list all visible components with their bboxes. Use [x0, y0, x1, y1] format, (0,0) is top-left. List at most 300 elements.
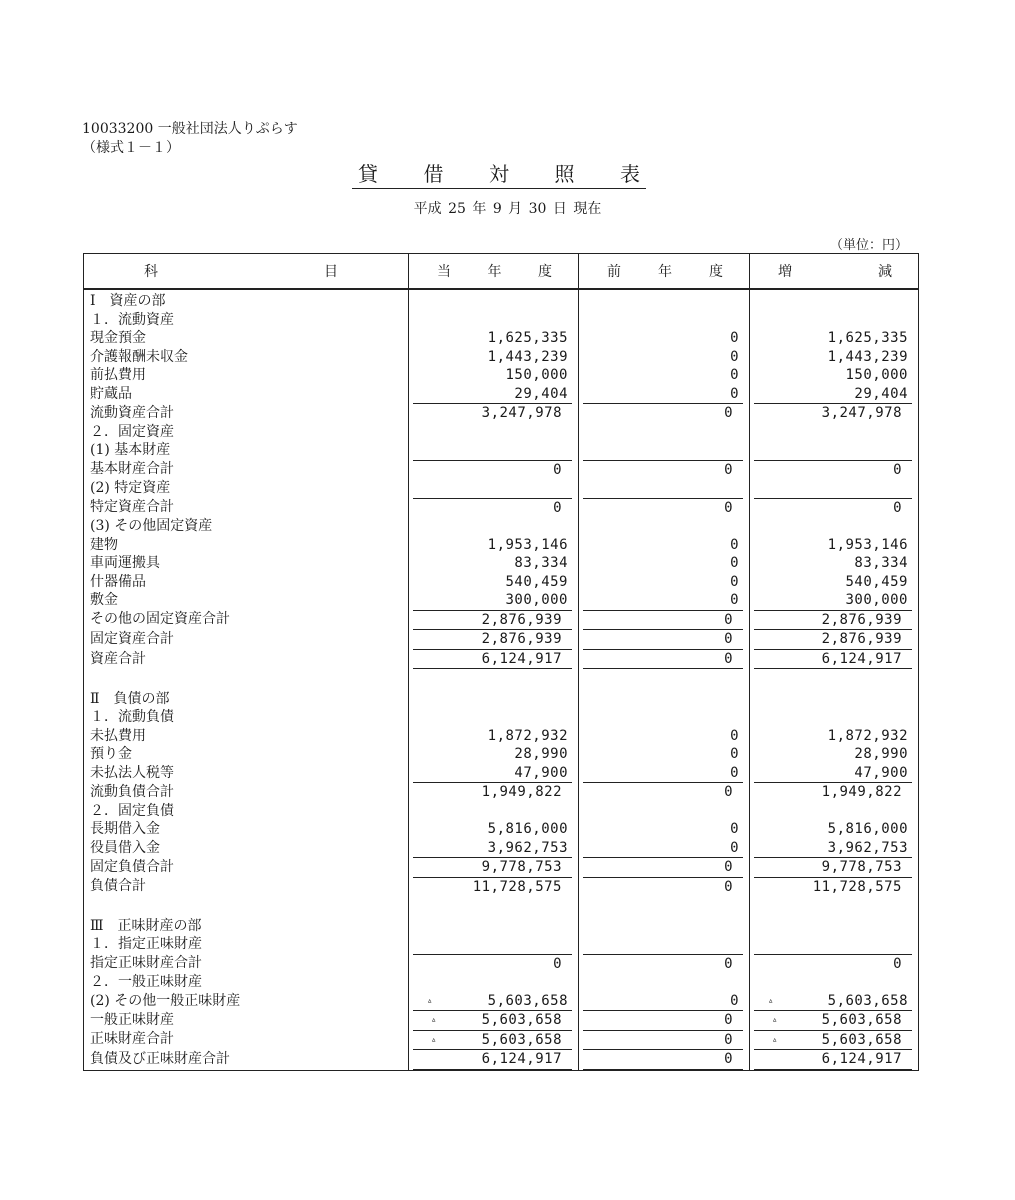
- table-row: [84, 839, 919, 858]
- current-year-value: 1,443,239: [487, 348, 568, 365]
- current-year-value-cell: [409, 441, 579, 460]
- current-year-value-cell: [409, 954, 579, 974]
- previous-year-value: 0: [724, 650, 733, 667]
- change-value-cell: [750, 915, 919, 936]
- table-row: [84, 366, 919, 385]
- previous-year-value: 0: [730, 727, 739, 744]
- current-year-value-cell: [409, 1030, 579, 1050]
- negative-triangle-mark: ▵: [431, 1034, 437, 1045]
- change-value-cell: [750, 896, 919, 915]
- negative-triangle-mark: ▵: [772, 1015, 778, 1025]
- table-row: [84, 915, 919, 936]
- header-char: 年: [658, 264, 672, 280]
- change-value-cell: [750, 820, 919, 839]
- header-char: 増: [778, 264, 792, 280]
- row-label: [84, 669, 409, 688]
- change-value: 0: [893, 461, 902, 478]
- previous-year-value: 0: [724, 1051, 733, 1067]
- previous-year-value-cell: [579, 554, 750, 573]
- change-value-cell: [750, 727, 919, 746]
- column-header-previous-year: [579, 254, 750, 290]
- table-row: [84, 517, 919, 536]
- current-year-value-cell: [409, 517, 579, 536]
- row-label: 一般正味財産: [84, 1010, 409, 1030]
- current-year-value-cell: [409, 820, 579, 839]
- change-value-cell: [750, 573, 919, 592]
- table-row: [84, 992, 919, 1011]
- previous-year-value-cell: [579, 649, 750, 670]
- previous-year-value: 0: [724, 461, 733, 478]
- previous-year-value-cell: [579, 573, 750, 592]
- change-value-cell: [750, 708, 919, 727]
- row-label: Ⅰ 資産の部: [84, 289, 409, 311]
- current-year-value-cell: [409, 610, 579, 630]
- table-row: [84, 708, 919, 727]
- change-value: 47,900: [854, 764, 908, 781]
- current-year-value-cell: [409, 764, 579, 783]
- change-value-cell: [750, 745, 919, 764]
- change-value-cell: [750, 802, 919, 821]
- row-label: 預り金: [84, 745, 409, 764]
- title-char: 借: [423, 162, 444, 186]
- current-year-value: 150,000: [505, 367, 568, 383]
- title-char: 貸: [358, 162, 378, 186]
- change-value: 1,625,335: [827, 330, 908, 346]
- current-year-value-cell: [409, 745, 579, 764]
- current-year-value: 1,872,932: [487, 727, 568, 744]
- change-value-cell: [750, 649, 919, 670]
- previous-year-value-cell: [579, 460, 750, 480]
- organization-line: 10033200 一般社団法人りぷらす: [82, 121, 298, 137]
- previous-year-value-cell: [579, 973, 750, 992]
- change-value-cell: [750, 992, 919, 1011]
- row-label: 介護報酬未収金: [84, 348, 409, 367]
- header-char: 当: [437, 264, 451, 280]
- change-value: 1,949,822: [821, 784, 902, 800]
- change-value-cell: [750, 348, 919, 367]
- table-row: [84, 935, 919, 954]
- previous-year-value-cell: [579, 441, 750, 460]
- row-label: 固定負債合計: [84, 857, 409, 877]
- header-char: 科: [144, 264, 158, 280]
- column-header-current-year: [409, 254, 579, 290]
- table-row: [84, 403, 919, 423]
- change-value-cell: [750, 403, 919, 423]
- current-year-value-cell: [409, 423, 579, 442]
- row-label: 敷金: [84, 591, 409, 610]
- previous-year-value-cell: [579, 688, 750, 709]
- change-value-cell: [750, 441, 919, 460]
- change-value: 0: [893, 955, 902, 972]
- title-char: 対: [489, 162, 509, 186]
- previous-year-value: 0: [724, 499, 733, 516]
- previous-year-value-cell: [579, 479, 750, 498]
- previous-year-value-cell: [579, 877, 750, 897]
- previous-year-value-cell: [579, 764, 750, 783]
- change-value-cell: [750, 1030, 919, 1050]
- row-label: 現金預金: [84, 329, 409, 348]
- previous-year-value: 0: [730, 746, 739, 762]
- previous-year-value-cell: [579, 591, 750, 610]
- table-row: [84, 764, 919, 783]
- current-year-value-cell: [409, 992, 579, 1011]
- change-value-cell: [750, 329, 919, 348]
- row-label: 基本財産合計: [84, 460, 409, 480]
- change-value-cell: [750, 669, 919, 688]
- table-row: [84, 727, 919, 746]
- current-year-value: 47,900: [514, 764, 568, 781]
- change-value-cell: [750, 1049, 919, 1070]
- spacer-row: [84, 896, 919, 915]
- previous-year-value: 0: [730, 348, 739, 365]
- current-year-value: 11,728,575: [472, 878, 562, 895]
- table-row: [84, 857, 919, 877]
- change-value-cell: [750, 839, 919, 858]
- current-year-value-cell: [409, 1049, 579, 1070]
- spacer-row: [84, 669, 919, 688]
- row-label: 固定資産合計: [84, 629, 409, 649]
- change-value: 6,124,917: [821, 650, 902, 667]
- change-value: 5,816,000: [827, 821, 908, 837]
- current-year-value-cell: [409, 460, 579, 480]
- current-year-value-cell: [409, 573, 579, 592]
- change-value-cell: [750, 366, 919, 385]
- negative-triangle-mark: ▵: [431, 1015, 437, 1025]
- table-row: [84, 348, 919, 367]
- current-year-value-cell: [409, 479, 579, 498]
- current-year-value-cell: [409, 498, 579, 518]
- current-year-value: 28,990: [514, 746, 568, 762]
- previous-year-value-cell: [579, 329, 750, 348]
- previous-year-value-cell: [579, 708, 750, 727]
- row-label: 流動負債合計: [84, 782, 409, 802]
- current-year-value: 2,876,939: [481, 611, 562, 628]
- change-value-cell: [750, 311, 919, 330]
- row-label: [84, 896, 409, 915]
- previous-year-value-cell: [579, 610, 750, 630]
- current-year-value-cell: [409, 554, 579, 573]
- previous-year-value: 0: [724, 611, 733, 628]
- unit-note: （単位：円）: [829, 238, 908, 253]
- current-year-value: 0: [553, 461, 562, 478]
- row-label: 役員借入金: [84, 839, 409, 858]
- change-value: 3,962,753: [827, 839, 908, 856]
- row-label: 車両運搬具: [84, 554, 409, 573]
- current-year-value-cell: [409, 896, 579, 915]
- previous-year-value-cell: [579, 745, 750, 764]
- table-row: [84, 311, 919, 330]
- current-year-value-cell: [409, 403, 579, 423]
- table-row: [84, 591, 919, 610]
- row-label: 前払費用: [84, 366, 409, 385]
- current-year-value-cell: [409, 649, 579, 670]
- change-value: 83,334: [854, 555, 908, 571]
- previous-year-value-cell: [579, 1049, 750, 1070]
- change-value-cell: [750, 973, 919, 992]
- table-row: [84, 536, 919, 555]
- previous-year-value: 0: [730, 839, 739, 856]
- current-year-value-cell: [409, 289, 579, 311]
- previous-year-value: 0: [730, 330, 739, 346]
- current-year-value-cell: [409, 802, 579, 821]
- table-row: [84, 973, 919, 992]
- previous-year-value-cell: [579, 385, 750, 404]
- row-label: ２．一般正味財産: [84, 973, 409, 992]
- previous-year-value: 0: [730, 821, 739, 837]
- change-value-cell: [750, 460, 919, 480]
- current-year-value-cell: [409, 973, 579, 992]
- previous-year-value-cell: [579, 366, 750, 385]
- current-year-value: 5,603,658: [481, 1012, 562, 1028]
- header-char: 度: [538, 264, 552, 280]
- change-value-cell: [750, 857, 919, 877]
- row-label: (2) その他一般正味財産: [84, 992, 409, 1011]
- current-year-value: 5,816,000: [487, 821, 568, 837]
- change-value: 11,728,575: [812, 878, 902, 895]
- current-year-value-cell: [409, 366, 579, 385]
- row-label: 正味財産合計: [84, 1030, 409, 1050]
- previous-year-value: 0: [724, 405, 733, 421]
- previous-year-value-cell: [579, 935, 750, 954]
- current-year-value-cell: [409, 536, 579, 555]
- table-row: [84, 423, 919, 442]
- table-row: [84, 441, 919, 460]
- negative-triangle-mark: ▵: [772, 1034, 778, 1045]
- previous-year-value-cell: [579, 915, 750, 936]
- change-value: 5,603,658: [821, 1031, 902, 1048]
- row-label: Ⅲ 正味財産の部: [84, 915, 409, 936]
- current-year-value: 5,603,658: [487, 992, 568, 1009]
- change-value-cell: [750, 1010, 919, 1030]
- previous-year-value-cell: [579, 1010, 750, 1030]
- row-label: 貯蔵品: [84, 385, 409, 404]
- row-label: １．指定正味財産: [84, 935, 409, 954]
- row-label: １．流動負債: [84, 708, 409, 727]
- change-value-cell: [750, 610, 919, 630]
- change-value: 2,876,939: [821, 631, 902, 647]
- current-year-value-cell: [409, 708, 579, 727]
- change-value: 0: [893, 499, 902, 516]
- current-year-value: 540,459: [505, 573, 568, 590]
- table-row: [84, 289, 919, 311]
- row-label: 流動資産合計: [84, 403, 409, 423]
- row-label: (1) 基本財産: [84, 441, 409, 460]
- change-value: 29,404: [854, 385, 908, 402]
- previous-year-value: 0: [730, 555, 739, 571]
- table-header-row: [84, 254, 919, 290]
- negative-triangle-mark: ▵: [768, 995, 774, 1006]
- current-year-value-cell: [409, 348, 579, 367]
- row-label: 負債及び正味財産合計: [84, 1049, 409, 1070]
- row-label: 負債合計: [84, 877, 409, 897]
- balance-sheet-body: [84, 289, 919, 1070]
- current-year-value-cell: [409, 669, 579, 688]
- row-label: 指定正味財産合計: [84, 954, 409, 974]
- previous-year-value: 0: [730, 992, 739, 1009]
- row-label: 未払費用: [84, 727, 409, 746]
- previous-year-value: 0: [724, 859, 733, 875]
- change-value-cell: [750, 935, 919, 954]
- current-year-value: 9,778,753: [481, 859, 562, 875]
- change-value: 5,603,658: [821, 1012, 902, 1028]
- current-year-value-cell: [409, 915, 579, 936]
- previous-year-value-cell: [579, 289, 750, 311]
- previous-year-value-cell: [579, 839, 750, 858]
- current-year-value-cell: [409, 935, 579, 954]
- table-row: [84, 629, 919, 649]
- previous-year-value: 0: [724, 631, 733, 647]
- change-value: 1,953,146: [827, 536, 908, 553]
- previous-year-value: 0: [724, 1012, 733, 1028]
- change-value-cell: [750, 782, 919, 802]
- change-value-cell: [750, 764, 919, 783]
- current-year-value: 2,876,939: [481, 631, 562, 647]
- current-year-value: 3,962,753: [487, 839, 568, 856]
- current-year-value-cell: [409, 385, 579, 404]
- previous-year-value: 0: [730, 536, 739, 553]
- document-title: [352, 158, 646, 189]
- current-year-value: 0: [553, 499, 562, 516]
- current-year-value: 3,247,978: [481, 405, 562, 421]
- row-label: 建物: [84, 536, 409, 555]
- change-value-cell: [750, 423, 919, 442]
- table-row: [84, 329, 919, 348]
- previous-year-value: 0: [730, 367, 739, 383]
- previous-year-value-cell: [579, 896, 750, 915]
- previous-year-value: 0: [724, 1031, 733, 1048]
- current-year-value-cell: [409, 629, 579, 649]
- current-year-value-cell: [409, 782, 579, 802]
- table-row: [84, 385, 919, 404]
- change-value-cell: [750, 629, 919, 649]
- row-label: 長期借入金: [84, 820, 409, 839]
- current-year-value-cell: [409, 311, 579, 330]
- current-year-value-cell: [409, 1010, 579, 1030]
- current-year-value: 1,625,335: [487, 330, 568, 346]
- previous-year-value: 0: [724, 955, 733, 972]
- header-char: 年: [487, 264, 502, 280]
- change-value: 2,876,939: [821, 611, 902, 628]
- change-value: 1,443,239: [827, 348, 908, 365]
- table-row: [84, 460, 919, 480]
- current-year-value-cell: [409, 329, 579, 348]
- header-char: 前: [607, 264, 621, 280]
- table-row: [84, 1049, 919, 1070]
- previous-year-value-cell: [579, 403, 750, 423]
- change-value: 3,247,978: [821, 405, 902, 421]
- current-year-value-cell: [409, 727, 579, 746]
- change-value-cell: [750, 554, 919, 573]
- previous-year-value-cell: [579, 727, 750, 746]
- form-number-line: （様式１－１）: [82, 140, 180, 156]
- change-value-cell: [750, 498, 919, 518]
- previous-year-value-cell: [579, 498, 750, 518]
- change-value: 5,603,658: [827, 992, 908, 1009]
- row-label: 特定資産合計: [84, 498, 409, 518]
- table-row: [84, 649, 919, 670]
- previous-year-value-cell: [579, 536, 750, 555]
- change-value: 28,990: [854, 746, 908, 762]
- current-year-value: 1,953,146: [487, 536, 568, 553]
- column-header-subject: [84, 254, 409, 290]
- current-year-value: 83,334: [514, 555, 568, 571]
- change-value: 300,000: [845, 592, 908, 608]
- table-row: [84, 954, 919, 974]
- current-year-value-cell: [409, 877, 579, 897]
- column-header-change: [750, 254, 919, 290]
- row-label: 未払法人税等: [84, 764, 409, 783]
- table-row: [84, 498, 919, 518]
- table-row: [84, 573, 919, 592]
- balance-sheet-table: [83, 253, 919, 1071]
- row-label: 資産合計: [84, 649, 409, 670]
- previous-year-value-cell: [579, 629, 750, 649]
- previous-year-value-cell: [579, 857, 750, 877]
- as-of-date: 平成 25 年 9 月 30 日 現在: [413, 201, 602, 217]
- change-value-cell: [750, 688, 919, 709]
- change-value: 9,778,753: [821, 859, 902, 875]
- previous-year-value-cell: [579, 992, 750, 1011]
- previous-year-value: 0: [724, 784, 733, 800]
- table-row: [84, 688, 919, 709]
- row-label: (3) その他固定資産: [84, 517, 409, 536]
- header-block: [82, 120, 298, 158]
- row-label: その他の固定資産合計: [84, 610, 409, 630]
- negative-triangle-mark: ▵: [427, 995, 433, 1006]
- previous-year-value: 0: [730, 764, 739, 781]
- current-year-value: 6,124,917: [481, 650, 562, 667]
- previous-year-value-cell: [579, 1030, 750, 1050]
- header-char: 度: [709, 264, 723, 280]
- previous-year-value: 0: [730, 385, 739, 402]
- current-year-value: 0: [553, 955, 562, 972]
- previous-year-value-cell: [579, 517, 750, 536]
- table-row: [84, 610, 919, 630]
- table-row: [84, 782, 919, 802]
- change-value-cell: [750, 877, 919, 897]
- change-value: 540,459: [845, 573, 908, 590]
- row-label: 什器備品: [84, 573, 409, 592]
- current-year-value-cell: [409, 857, 579, 877]
- previous-year-value-cell: [579, 348, 750, 367]
- change-value-cell: [750, 536, 919, 555]
- change-value-cell: [750, 479, 919, 498]
- previous-year-value-cell: [579, 311, 750, 330]
- table-row: [84, 1010, 919, 1030]
- previous-year-value: 0: [724, 878, 733, 895]
- previous-year-value: 0: [730, 592, 739, 608]
- row-label: １．流動資産: [84, 311, 409, 330]
- change-value: 1,872,932: [827, 727, 908, 744]
- current-year-value: 6,124,917: [481, 1051, 562, 1067]
- header-char: 減: [878, 264, 892, 280]
- change-value: 150,000: [845, 367, 908, 383]
- change-value-cell: [750, 385, 919, 404]
- previous-year-value-cell: [579, 820, 750, 839]
- current-year-value: 5,603,658: [481, 1031, 562, 1048]
- table-row: [84, 479, 919, 498]
- title-char: 照: [554, 162, 575, 186]
- change-value-cell: [750, 289, 919, 311]
- row-label: ２．固定負債: [84, 802, 409, 821]
- previous-year-value-cell: [579, 802, 750, 821]
- previous-year-value-cell: [579, 423, 750, 442]
- table-row: [84, 1030, 919, 1050]
- previous-year-value-cell: [579, 669, 750, 688]
- current-year-value: 1,949,822: [481, 784, 562, 800]
- row-label: ２．固定資産: [84, 423, 409, 442]
- title-char: 表: [620, 162, 640, 186]
